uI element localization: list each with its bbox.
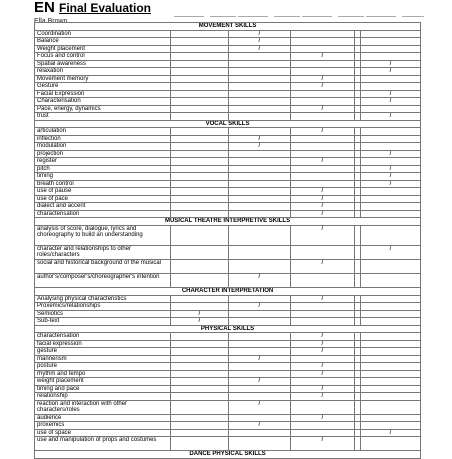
section-title: PHYSICAL SKILLS (35, 325, 421, 333)
table-row (35, 158, 421, 166)
empty-cell (361, 393, 421, 401)
tick-mark: / (361, 90, 421, 98)
empty-cell (171, 393, 229, 401)
skill-label: Gesture (35, 83, 171, 91)
empty-cell (171, 370, 229, 378)
empty-cell (171, 303, 229, 311)
empty-cell (361, 400, 421, 414)
skill-label: social and historical background of the musical (35, 260, 171, 274)
tick-mark: / (291, 348, 355, 356)
skill-label: Balance (35, 38, 171, 46)
table-row (35, 225, 421, 246)
empty-cell (291, 135, 355, 143)
empty-cell (361, 105, 421, 113)
empty-cell (361, 45, 421, 53)
table-row (35, 414, 421, 422)
empty-cell (229, 203, 291, 211)
empty-cell (361, 340, 421, 348)
empty-cell (291, 143, 355, 151)
empty-cell (361, 203, 421, 211)
table-row (35, 429, 421, 437)
tick-mark: / (229, 400, 291, 414)
empty-cell (229, 165, 291, 173)
empty-cell (229, 173, 291, 181)
student-name: Ella Brown (34, 18, 68, 25)
empty-cell (229, 385, 291, 393)
table-row (35, 340, 421, 348)
table-row (35, 310, 421, 318)
skill-label: pitch (35, 165, 171, 173)
empty-cell (171, 165, 229, 173)
evaluation-table-body (35, 23, 421, 459)
skill-label: proxemics (35, 422, 171, 430)
table-row (35, 105, 421, 113)
empty-cell (291, 274, 355, 288)
empty-cell (291, 60, 355, 68)
empty-cell (361, 274, 421, 288)
skill-label: Coordination (35, 30, 171, 38)
empty-cell (229, 75, 291, 83)
skill-label: dialect and accent (35, 203, 171, 211)
empty-cell (361, 295, 421, 303)
skill-label: weight placement (35, 378, 171, 386)
empty-cell (291, 45, 355, 53)
empty-cell (171, 188, 229, 196)
empty-cell (171, 83, 229, 91)
empty-cell (361, 414, 421, 422)
empty-cell (171, 355, 229, 363)
empty-cell (171, 105, 229, 113)
empty-cell (229, 363, 291, 371)
empty-cell (229, 310, 291, 318)
empty-cell (361, 128, 421, 136)
section-header-row (35, 23, 421, 31)
empty-cell (171, 437, 229, 451)
empty-cell (229, 260, 291, 274)
empty-cell (229, 429, 291, 437)
table-row (35, 385, 421, 393)
tick-mark: / (361, 113, 421, 121)
empty-cell (171, 274, 229, 288)
empty-cell (229, 83, 291, 91)
empty-cell (229, 348, 291, 356)
tick-mark: / (229, 38, 291, 46)
section-title: CHARACTER INTERPRETATION (35, 288, 421, 296)
tick-mark: / (291, 128, 355, 136)
table-row (35, 53, 421, 61)
skill-label: timing and pace (35, 385, 171, 393)
skill-label: Focus and control (35, 53, 171, 61)
empty-cell (171, 363, 229, 371)
empty-cell (229, 210, 291, 218)
empty-cell (361, 437, 421, 451)
page-title: Final Evaluation (59, 1, 152, 15)
table-row (35, 370, 421, 378)
evaluation-table (34, 22, 421, 459)
empty-cell (171, 75, 229, 83)
table-row (35, 150, 421, 158)
tick-mark: / (361, 180, 421, 188)
empty-cell (171, 98, 229, 106)
empty-cell (361, 135, 421, 143)
table-row (35, 260, 421, 274)
skill-label: relaxation (35, 68, 171, 76)
tick-mark: / (229, 303, 291, 311)
table-row (35, 135, 421, 143)
skill-label: inflection (35, 135, 171, 143)
table-row (35, 348, 421, 356)
tick-mark: / (291, 370, 355, 378)
tick-mark: / (361, 68, 421, 76)
section-header-row (35, 218, 421, 226)
table-row (35, 333, 421, 341)
empty-cell (361, 210, 421, 218)
empty-cell (291, 38, 355, 46)
empty-cell (171, 30, 229, 38)
tick-mark: / (361, 429, 421, 437)
empty-cell (171, 340, 229, 348)
empty-cell (171, 246, 229, 260)
tick-mark: / (291, 195, 355, 203)
tick-mark: / (229, 378, 291, 386)
empty-cell (291, 90, 355, 98)
empty-cell (291, 429, 355, 437)
document-header (34, 0, 424, 20)
table-row (35, 437, 421, 451)
empty-cell (361, 158, 421, 166)
empty-cell (361, 83, 421, 91)
section-header-row (35, 120, 421, 128)
empty-cell (361, 75, 421, 83)
empty-cell (291, 378, 355, 386)
empty-cell (361, 422, 421, 430)
tick-mark: / (291, 105, 355, 113)
skill-label: register (35, 158, 171, 166)
empty-cell (291, 310, 355, 318)
empty-cell (361, 385, 421, 393)
empty-cell (229, 113, 291, 121)
table-row (35, 400, 421, 414)
table-row (35, 303, 421, 311)
empty-cell (171, 422, 229, 430)
empty-cell (229, 225, 291, 246)
empty-cell (229, 318, 291, 326)
table-row (35, 113, 421, 121)
empty-cell (291, 98, 355, 106)
table-row (35, 98, 421, 106)
skill-label: posture (35, 363, 171, 371)
empty-cell (171, 173, 229, 181)
empty-cell (361, 348, 421, 356)
empty-cell (291, 246, 355, 260)
empty-cell (361, 370, 421, 378)
tick-mark: / (291, 333, 355, 341)
table-row (35, 143, 421, 151)
empty-cell (229, 53, 291, 61)
tick-mark: / (361, 165, 421, 173)
skill-label: relationship (35, 393, 171, 401)
skill-label: characterisation (35, 210, 171, 218)
skill-label: mannerism (35, 355, 171, 363)
empty-cell (229, 60, 291, 68)
empty-cell (229, 128, 291, 136)
table-row (35, 363, 421, 371)
tick-mark: / (229, 45, 291, 53)
skill-label: use of pause (35, 188, 171, 196)
empty-cell (171, 348, 229, 356)
table-row (35, 203, 421, 211)
section-title: DANCE PHYSICAL SKILLS (35, 451, 421, 459)
skill-label: Semiotics (35, 310, 171, 318)
empty-cell (171, 150, 229, 158)
tick-mark: / (291, 83, 355, 91)
table-row (35, 378, 421, 386)
empty-cell (171, 38, 229, 46)
section-header-row (35, 325, 421, 333)
empty-cell (171, 113, 229, 121)
empty-cell (229, 437, 291, 451)
tick-mark: / (291, 53, 355, 61)
empty-cell (229, 370, 291, 378)
empty-cell (171, 90, 229, 98)
empty-cell (171, 158, 229, 166)
empty-cell (361, 143, 421, 151)
empty-cell (171, 260, 229, 274)
empty-cell (171, 135, 229, 143)
skill-label: use of pace (35, 195, 171, 203)
empty-cell (361, 310, 421, 318)
skill-label: reaction and interaction with other characters/roles (35, 400, 171, 414)
tick-mark: / (291, 260, 355, 274)
section-title: VOCAL SKILLS (35, 120, 421, 128)
tick-mark: / (171, 318, 229, 326)
section-title: MUSICAL THEATRE INTERPRETIVE SKILLS (35, 218, 421, 226)
empty-cell (361, 318, 421, 326)
empty-cell (361, 260, 421, 274)
skill-label: Facial Expression (35, 90, 171, 98)
empty-cell (291, 150, 355, 158)
empty-cell (361, 188, 421, 196)
empty-cell (229, 158, 291, 166)
table-row (35, 128, 421, 136)
empty-cell (291, 303, 355, 311)
table-row (35, 393, 421, 401)
skill-label: analysis of score, dialogue, lyrics and choreography to build an understanding (35, 225, 171, 246)
empty-cell (361, 303, 421, 311)
table-row (35, 195, 421, 203)
skill-label: gesture (35, 348, 171, 356)
skill-label: Movement memory (35, 75, 171, 83)
skill-label: trust (35, 113, 171, 121)
empty-cell (229, 90, 291, 98)
empty-cell (291, 422, 355, 430)
tick-mark: / (291, 363, 355, 371)
tick-mark: / (291, 414, 355, 422)
empty-cell (171, 429, 229, 437)
skill-label: characterisation (35, 333, 171, 341)
empty-cell (229, 150, 291, 158)
tick-mark: / (291, 225, 355, 246)
empty-cell (291, 113, 355, 121)
tick-mark: / (291, 340, 355, 348)
header-rule (174, 16, 424, 17)
tick-mark: / (229, 30, 291, 38)
table-row (35, 274, 421, 288)
tick-mark: / (229, 143, 291, 151)
empty-cell (171, 195, 229, 203)
table-row (35, 30, 421, 38)
table-row (35, 422, 421, 430)
empty-cell (361, 53, 421, 61)
empty-cell (171, 378, 229, 386)
tick-mark: / (229, 422, 291, 430)
empty-cell (229, 195, 291, 203)
table-row (35, 295, 421, 303)
empty-cell (361, 355, 421, 363)
table-row (35, 68, 421, 76)
empty-cell (229, 333, 291, 341)
tick-mark: / (291, 158, 355, 166)
empty-cell (229, 188, 291, 196)
table-row (35, 38, 421, 46)
empty-cell (171, 385, 229, 393)
skill-label: Pace, energy, dynamics (35, 105, 171, 113)
empty-cell (171, 60, 229, 68)
empty-cell (361, 30, 421, 38)
empty-cell (171, 180, 229, 188)
tick-mark: / (229, 135, 291, 143)
empty-cell (171, 295, 229, 303)
table-row (35, 75, 421, 83)
empty-cell (171, 45, 229, 53)
tick-mark: / (291, 75, 355, 83)
empty-cell (171, 210, 229, 218)
skill-label: audience (35, 414, 171, 422)
skill-label: articulation (35, 128, 171, 136)
empty-cell (229, 68, 291, 76)
empty-cell (291, 355, 355, 363)
table-row (35, 83, 421, 91)
empty-cell (171, 400, 229, 414)
skill-label: projection (35, 150, 171, 158)
skill-label: author's/composer's/choreographer's intention (35, 274, 171, 288)
skill-label: Proxemics/relationships (35, 303, 171, 311)
empty-cell (229, 180, 291, 188)
empty-cell (171, 203, 229, 211)
tick-mark: / (361, 246, 421, 260)
empty-cell (171, 414, 229, 422)
empty-cell (229, 414, 291, 422)
empty-cell (171, 333, 229, 341)
empty-cell (229, 340, 291, 348)
skill-label: Sub-text (35, 318, 171, 326)
tick-mark: / (361, 150, 421, 158)
section-title: MOVEMENT SKILLS (35, 23, 421, 31)
empty-cell (291, 180, 355, 188)
empty-cell (229, 295, 291, 303)
empty-cell (171, 53, 229, 61)
tick-mark: / (291, 210, 355, 218)
empty-cell (229, 98, 291, 106)
section-code: EN (34, 0, 55, 16)
table-row (35, 173, 421, 181)
tick-mark: / (291, 437, 355, 451)
tick-mark: / (361, 173, 421, 181)
empty-cell (171, 143, 229, 151)
empty-cell (291, 400, 355, 414)
skill-label: use of space (35, 429, 171, 437)
skill-label: Spatial awareness (35, 60, 171, 68)
tick-mark: / (291, 393, 355, 401)
empty-cell (291, 173, 355, 181)
table-row (35, 355, 421, 363)
skill-label: modulation (35, 143, 171, 151)
table-row (35, 188, 421, 196)
empty-cell (171, 68, 229, 76)
empty-cell (171, 128, 229, 136)
empty-cell (171, 225, 229, 246)
skill-label: character and relationships to other roles/characters (35, 246, 171, 260)
empty-cell (361, 195, 421, 203)
empty-cell (229, 393, 291, 401)
tick-mark: / (361, 60, 421, 68)
skill-label: breath control (35, 180, 171, 188)
tick-mark: / (361, 98, 421, 106)
table-row (35, 90, 421, 98)
empty-cell (361, 333, 421, 341)
skill-label: rhythm and tempo (35, 370, 171, 378)
table-row (35, 165, 421, 173)
table-row (35, 246, 421, 260)
skill-label: Weight placement (35, 45, 171, 53)
tick-mark: / (291, 295, 355, 303)
table-row (35, 318, 421, 326)
tick-mark: / (291, 385, 355, 393)
tick-mark: / (229, 274, 291, 288)
section-header-row (35, 288, 421, 296)
tick-mark: / (291, 203, 355, 211)
empty-cell (291, 68, 355, 76)
tick-mark: / (291, 188, 355, 196)
skill-label: use and manipulation of props and costumes (35, 437, 171, 451)
table-row (35, 60, 421, 68)
skill-label: timing (35, 173, 171, 181)
tick-mark: / (171, 310, 229, 318)
empty-cell (361, 378, 421, 386)
empty-cell (291, 318, 355, 326)
table-row (35, 180, 421, 188)
empty-cell (361, 225, 421, 246)
empty-cell (361, 363, 421, 371)
table-row (35, 45, 421, 53)
empty-cell (229, 105, 291, 113)
skill-label: Analysing physical characteristics (35, 295, 171, 303)
empty-cell (229, 246, 291, 260)
table-row (35, 210, 421, 218)
skill-label: Characterisation (35, 98, 171, 106)
tick-mark: / (229, 355, 291, 363)
empty-cell (291, 30, 355, 38)
empty-cell (291, 165, 355, 173)
skill-label: facial expression (35, 340, 171, 348)
empty-cell (361, 38, 421, 46)
